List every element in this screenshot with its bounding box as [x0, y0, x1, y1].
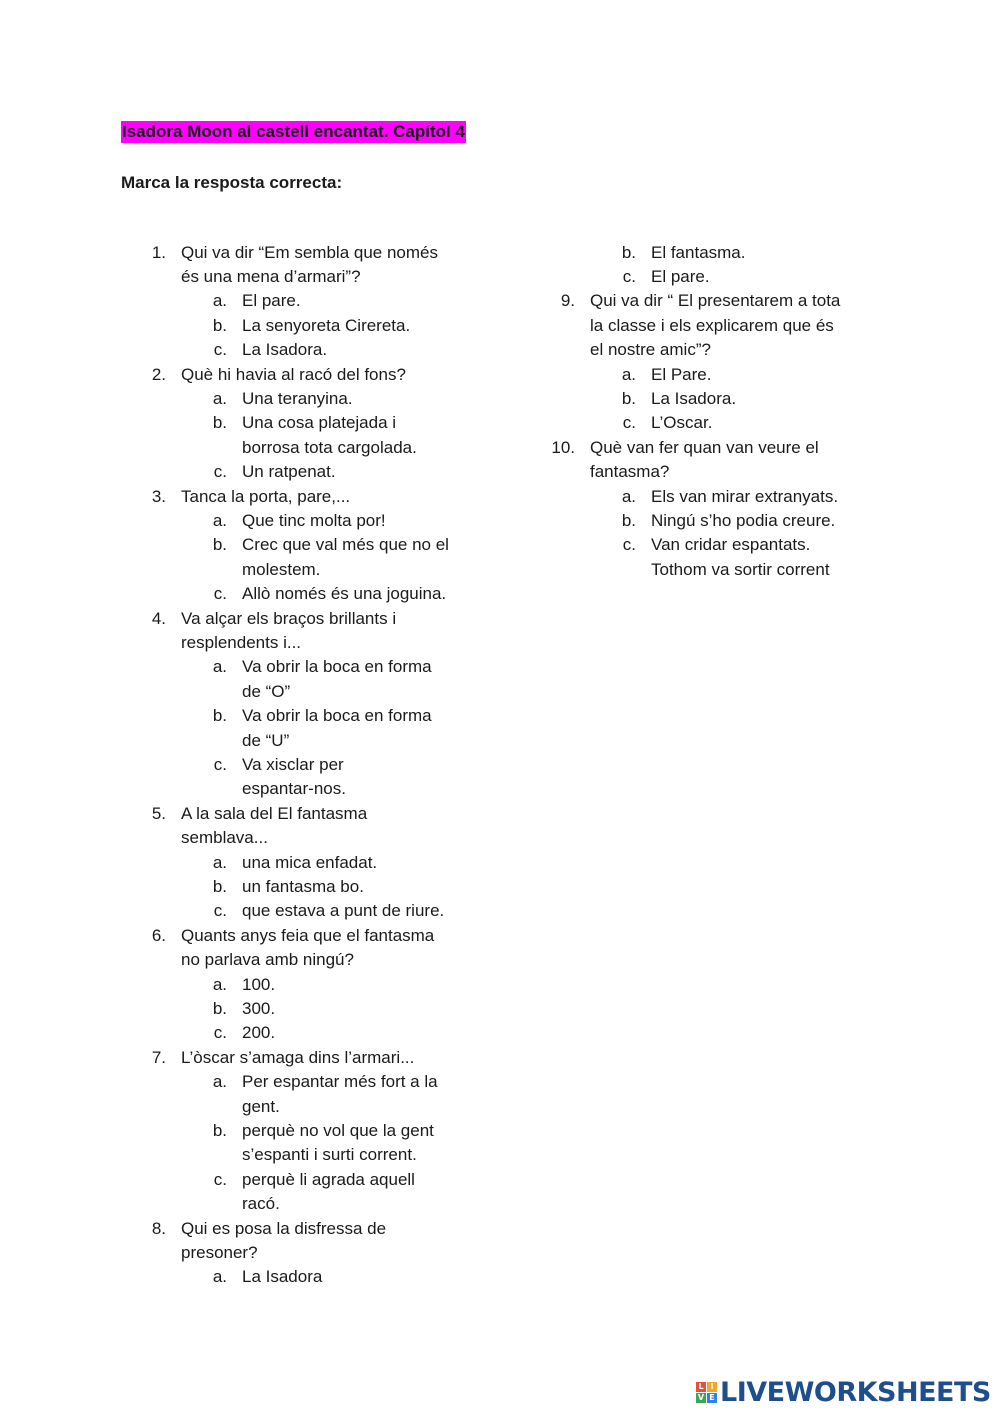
option-text: Que tinc molta por!	[242, 510, 386, 530]
option-text: una mica enfadat.	[242, 852, 378, 872]
option-letter: a.	[621, 364, 636, 384]
option-letter: a.	[212, 1072, 227, 1092]
option-text: espantar-nos.	[242, 779, 346, 799]
question-text: resplendents i...	[181, 632, 302, 652]
option-text: Una teranyina.	[242, 388, 353, 408]
option-letter: b.	[212, 706, 227, 726]
option-text: El pare.	[651, 266, 710, 286]
option-letter: c.	[213, 1023, 227, 1043]
option-letter: b.	[212, 535, 227, 555]
option-text: s’espanti i surti corrent.	[242, 1145, 417, 1165]
option-letter: c.	[213, 462, 227, 482]
question-text: és una mena d’armari”?	[181, 266, 361, 286]
question-text: Qui va dir “ El presentarem a tota	[590, 291, 841, 311]
option-text: La senyoreta Cirereta.	[242, 315, 411, 335]
option-letter: b.	[212, 413, 227, 433]
option-letter: a.	[212, 510, 227, 530]
question-text: fantasma?	[590, 462, 670, 482]
option-text: Crec que val més que no el	[242, 535, 449, 555]
option-letter: c.	[213, 584, 227, 604]
option-letter: c.	[213, 901, 227, 921]
option-letter: c.	[622, 266, 636, 286]
option-text: La Isadora	[242, 1267, 323, 1287]
logo-mark-letter: L	[696, 1382, 706, 1392]
question-text: L’òscar s’amaga dins l’armari...	[181, 1047, 415, 1067]
option-text: Per espantar més fort a la	[242, 1072, 438, 1092]
option-text: de “U”	[242, 730, 290, 750]
question-text: Qui va dir “Em sembla que només	[181, 242, 438, 262]
option-letter: b.	[621, 242, 636, 262]
option-letter: c.	[622, 535, 636, 555]
question-text: Tanca la porta, pare,...	[181, 486, 351, 506]
question-text: A la sala del El fantasma	[181, 803, 368, 823]
option-text: L’Oscar.	[651, 413, 713, 433]
option-text: Va obrir la boca en forma	[242, 657, 432, 677]
option-text: gent.	[242, 1096, 280, 1116]
question-number: 2.	[151, 364, 166, 384]
question-number: 9.	[560, 291, 575, 311]
question-text: no parlava amb ningú?	[181, 950, 354, 970]
option-text: perquè no vol que la gent	[242, 1120, 434, 1140]
question-number: 1.	[151, 242, 166, 262]
option-letter: a.	[212, 852, 227, 872]
option-text: Una cosa platejada i	[242, 413, 397, 433]
option-letter: c.	[622, 413, 636, 433]
question-number: 7.	[151, 1047, 166, 1067]
option-letter: b.	[621, 388, 636, 408]
option-letter: c.	[213, 1169, 227, 1189]
option-letter: a.	[212, 388, 227, 408]
question-number: 6.	[151, 925, 166, 945]
option-text: La Isadora.	[242, 340, 328, 360]
question-number: 10.	[551, 437, 575, 457]
question-text: Qui es posa la disfressa de	[181, 1218, 387, 1238]
option-text: La Isadora.	[651, 388, 737, 408]
option-text: Tothom va sortir corrent	[651, 559, 830, 579]
option-text: 100.	[242, 974, 276, 994]
option-text: racó.	[242, 1194, 280, 1214]
logo-mark-letter: I	[707, 1382, 717, 1392]
option-letter: b.	[212, 998, 227, 1018]
option-text: El pare.	[242, 291, 301, 311]
option-text: Allò només és una joguina.	[242, 584, 447, 604]
option-text: Els van mirar extranyats.	[651, 486, 839, 506]
option-letter: a.	[212, 974, 227, 994]
option-text: Van cridar espantats.	[651, 535, 811, 555]
option-letter: b.	[212, 876, 227, 896]
option-text: Va obrir la boca en forma	[242, 706, 432, 726]
option-text: molestem.	[242, 559, 321, 579]
option-text: de “O”	[242, 681, 291, 701]
question-text: Què hi havia al racó del fons?	[181, 364, 406, 384]
option-text: borrosa tota cargolada.	[242, 437, 417, 457]
option-text: un fantasma bo.	[242, 876, 364, 896]
worksheet-title: Isadora Moon al castell encantat. Capítol 4	[122, 122, 465, 141]
option-letter: a.	[212, 1267, 227, 1287]
question-number: 8.	[151, 1218, 166, 1238]
option-letter: c.	[213, 340, 227, 360]
option-letter: a.	[212, 291, 227, 311]
option-letter: b.	[212, 1120, 227, 1140]
logo-mark-letter: V	[697, 1392, 705, 1402]
question-number: 4.	[151, 608, 166, 628]
option-text: El fantasma.	[651, 242, 746, 262]
question-number: 3.	[151, 486, 166, 506]
option-text: que estava a punt de riure.	[242, 901, 445, 921]
option-letter: b.	[212, 315, 227, 335]
question-text: el nostre amic”?	[590, 340, 711, 360]
logo-text: LIVEWORKSHEETS	[720, 1376, 991, 1408]
question-number: 5.	[151, 803, 166, 823]
option-text: perquè li agrada aquell	[242, 1169, 415, 1189]
logo-mark-icon	[696, 1382, 717, 1403]
option-text: Va xisclar per	[242, 754, 344, 774]
option-text: Ningú s’ho podia creure.	[651, 510, 836, 530]
question-text: Quants anys feia que el fantasma	[181, 925, 435, 945]
option-text: 200.	[242, 1023, 276, 1043]
option-letter: a.	[621, 486, 636, 506]
option-text: El Pare.	[651, 364, 712, 384]
instruction-text: Marca la resposta correcta:	[121, 173, 343, 192]
option-letter: b.	[621, 510, 636, 530]
question-text: semblava...	[181, 828, 268, 848]
liveworksheets-logo	[696, 1377, 991, 1407]
option-letter: c.	[213, 754, 227, 774]
option-text: 300.	[242, 998, 276, 1018]
option-text: Un ratpenat.	[242, 462, 336, 482]
question-text: Què van fer quan van veure el	[590, 437, 819, 457]
question-text: la classe i els explicarem que és	[590, 315, 834, 335]
question-text: Va alçar els braços brillants i	[181, 608, 397, 628]
option-letter: a.	[212, 657, 227, 677]
question-text: presoner?	[181, 1242, 258, 1262]
logo-mark-letter: E	[707, 1393, 717, 1403]
